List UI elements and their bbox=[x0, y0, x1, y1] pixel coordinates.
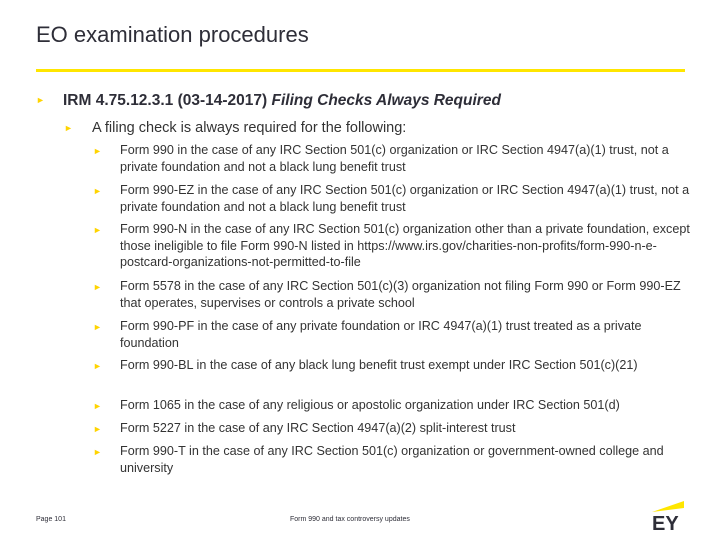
list-item: Form 5227 in the case of any IRC Section 4947(a)(2) split-interest trust bbox=[120, 421, 516, 435]
level2-text: A filing check is always required for the following: bbox=[92, 120, 407, 136]
item-bullet: ► bbox=[93, 361, 102, 371]
list-item: Form 1065 in the case of any religious or apostolic organization under IRC Section 501(d) bbox=[120, 398, 620, 412]
title-divider bbox=[36, 69, 685, 72]
footer-caption: Form 990 and tax controversy updates bbox=[290, 516, 410, 523]
level1-heading-plain: IRM 4.75.12.3.1 (03-14-2017) bbox=[63, 92, 272, 109]
level1-heading bbox=[63, 91, 663, 110]
level1-heading-italic: Filing Checks Always Required bbox=[271, 92, 501, 109]
item-bullet: ► bbox=[93, 146, 102, 156]
item-bullet: ► bbox=[93, 225, 102, 235]
level2-bullet: ► bbox=[64, 123, 73, 133]
list-item: Form 990-PF in the case of any private foundation or IRC 4947(a)(1) trust treated as a private foundation bbox=[120, 319, 642, 350]
item-bullet: ► bbox=[93, 401, 102, 411]
item-bullet: ► bbox=[93, 282, 102, 292]
page-number: Page 101 bbox=[36, 516, 66, 523]
list-item: Form 990-N in the case of any IRC Section 501(c) organization other than a private foundation, except those ineligible to file Form 990-N listed in https://www.irs.gov/charities-non-profits/form-990-n-e-postcard-organizations-not-permitted-to-file bbox=[120, 222, 690, 269]
item-bullet: ► bbox=[93, 322, 102, 332]
level1-bullet: ► bbox=[36, 95, 45, 105]
item-bullet: ► bbox=[93, 424, 102, 434]
list-item: Form 990 in the case of any IRC Section 501(c) organization or IRC Section 4947(a)(1) trust, not a private foundation and not a black lung benefit trust bbox=[120, 143, 669, 174]
page-title: EO examination procedures bbox=[36, 22, 309, 47]
logo-text: EY bbox=[652, 513, 679, 532]
item-bullet: ► bbox=[93, 186, 102, 196]
item-bullet: ► bbox=[93, 447, 102, 457]
list-item: Form 990-EZ in the case of any IRC Section 501(c) organization or IRC Section 4947(a)(1) trust, not a private foundation and not a black lung benefit trust bbox=[120, 183, 690, 214]
list-item: Form 990-T in the case of any IRC Section 501(c) organization or government-owned college and university bbox=[120, 444, 664, 475]
ey-logo-icon bbox=[650, 496, 686, 532]
list-item: Form 990-BL in the case of any black lung benefit trust exempt under IRC Section 501(c)(21) bbox=[120, 358, 638, 372]
list-item: Form 5578 in the case of any IRC Section 501(c)(3) organization not filing Form 990 or Form 990-EZ that operates, supervises or controls a private school bbox=[120, 279, 681, 310]
